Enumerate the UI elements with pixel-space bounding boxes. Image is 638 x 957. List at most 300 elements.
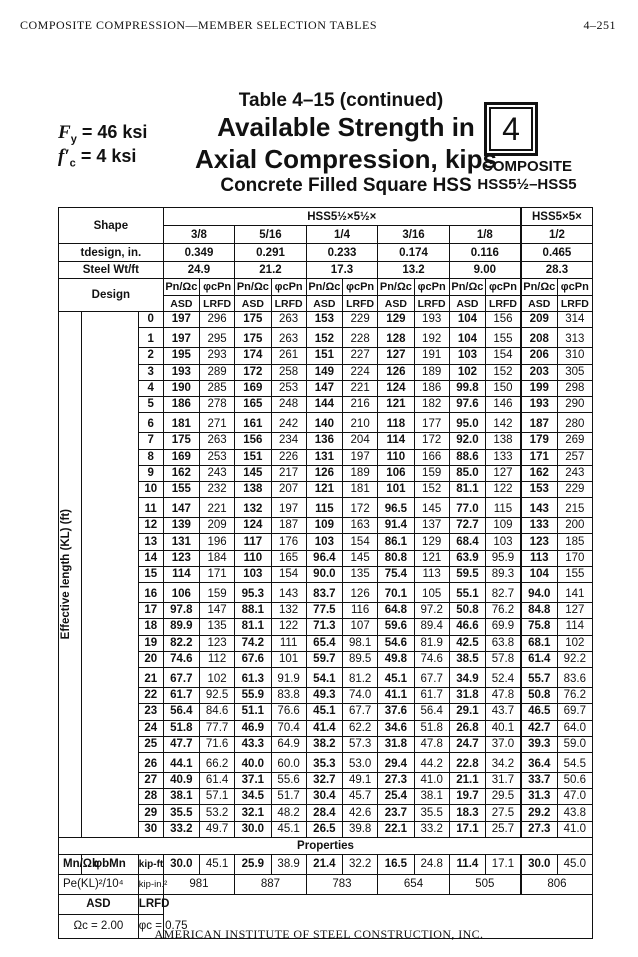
strength-value: 197 bbox=[343, 449, 378, 465]
strength-value: 110 bbox=[235, 550, 271, 566]
strength-value: 142 bbox=[486, 413, 521, 433]
strength-value: 44.1 bbox=[163, 752, 199, 772]
pn-omega-header: Pn/Ωc bbox=[521, 279, 557, 296]
strength-value: 278 bbox=[199, 396, 234, 412]
strength-value: 106 bbox=[378, 465, 414, 481]
strength-value: 191 bbox=[414, 348, 449, 364]
strength-value: 64.9 bbox=[271, 736, 306, 752]
strength-value: 204 bbox=[343, 433, 378, 449]
table-row bbox=[59, 364, 593, 380]
steel-weight-label: Steel Wt/ft bbox=[59, 262, 164, 279]
strength-value: 127 bbox=[557, 603, 592, 619]
table-row bbox=[59, 534, 593, 550]
strength-value: 64.0 bbox=[557, 720, 592, 736]
strength-value: 30.4 bbox=[306, 789, 342, 805]
strength-value: 65.4 bbox=[306, 635, 342, 651]
strength-value: 25.7 bbox=[486, 821, 521, 837]
strength-value: 192 bbox=[414, 328, 449, 348]
effective-length: 4 bbox=[138, 380, 163, 396]
table-row bbox=[59, 498, 593, 518]
strength-value: 99.8 bbox=[449, 380, 485, 396]
table-row bbox=[59, 736, 593, 752]
strength-value: 221 bbox=[199, 498, 234, 518]
strength-value: 147 bbox=[199, 603, 234, 619]
strength-value: 46.6 bbox=[449, 619, 485, 635]
strength-value: 70.4 bbox=[271, 720, 306, 736]
strength-value: 135 bbox=[199, 619, 234, 635]
steel-weight-value: 9.00 bbox=[449, 262, 521, 279]
moment-value: 17.1 bbox=[486, 854, 521, 874]
strength-value: 121 bbox=[378, 396, 414, 412]
strength-value: 31.3 bbox=[521, 789, 557, 805]
strength-value: 112 bbox=[199, 651, 234, 667]
strength-value: 21.1 bbox=[449, 773, 485, 789]
strength-value: 80.8 bbox=[378, 550, 414, 566]
strength-value: 61.4 bbox=[199, 773, 234, 789]
design-label: Design bbox=[59, 279, 164, 312]
strength-value: 242 bbox=[271, 413, 306, 433]
strength-value: 234 bbox=[271, 433, 306, 449]
effective-length: 25 bbox=[138, 736, 163, 752]
strength-value: 313 bbox=[557, 328, 592, 348]
strength-value: 19.7 bbox=[449, 789, 485, 805]
strength-value: 43.8 bbox=[557, 805, 592, 821]
page-number: 4–251 bbox=[583, 18, 616, 32]
chapter-tab-number: 4 bbox=[484, 102, 538, 156]
strength-value: 115 bbox=[486, 498, 521, 518]
strength-value: 107 bbox=[343, 619, 378, 635]
strength-value: 29.1 bbox=[449, 704, 485, 720]
table-row bbox=[59, 821, 593, 837]
fc-label: $f'_c = 4$ ksi bbox=[58, 146, 137, 170]
strength-value: 68.4 bbox=[449, 534, 485, 550]
strength-value: 193 bbox=[521, 396, 557, 412]
effective-length: 17 bbox=[138, 603, 163, 619]
strength-value: 59.7 bbox=[306, 651, 342, 667]
strength-value: 74.6 bbox=[414, 651, 449, 667]
thickness: 3/8 bbox=[163, 226, 235, 244]
strength-value: 81.1 bbox=[449, 481, 485, 497]
strength-value: 81.1 bbox=[235, 619, 271, 635]
lrfd-header: LRFD bbox=[557, 296, 592, 312]
strength-value: 109 bbox=[306, 518, 342, 534]
effective-length: 21 bbox=[138, 667, 163, 687]
omega-factor: Ωc = 2.00 bbox=[59, 914, 139, 938]
effective-length: 14 bbox=[138, 550, 163, 566]
lrfd-label: LRFD bbox=[138, 894, 163, 914]
lrfd-header: LRFD bbox=[414, 296, 449, 312]
strength-value: 103 bbox=[486, 534, 521, 550]
thickness: 1/4 bbox=[306, 226, 378, 244]
strength-value: 97.2 bbox=[414, 603, 449, 619]
strength-value: 45.1 bbox=[271, 821, 306, 837]
tdesign-value: 0.349 bbox=[163, 244, 235, 262]
strength-value: 38.5 bbox=[449, 651, 485, 667]
strength-value: 229 bbox=[557, 481, 592, 497]
phi-pn-header: φcPn bbox=[557, 279, 592, 296]
strength-value: 55.9 bbox=[235, 688, 271, 704]
strength-value: 45.1 bbox=[378, 667, 414, 687]
table-row bbox=[59, 566, 593, 582]
strength-value: 117 bbox=[235, 534, 271, 550]
phi-factor: φc = 0.75 bbox=[138, 914, 163, 938]
strength-value: 45.7 bbox=[343, 789, 378, 805]
strength-value: 17.1 bbox=[449, 821, 485, 837]
strength-value: 39.3 bbox=[521, 736, 557, 752]
strength-value: 24.7 bbox=[449, 736, 485, 752]
strength-value: 54.5 bbox=[557, 752, 592, 772]
strength-value: 55.1 bbox=[449, 583, 485, 603]
strength-value: 154 bbox=[271, 566, 306, 582]
strength-value: 92.5 bbox=[199, 688, 234, 704]
shape-label: Shape bbox=[59, 208, 164, 244]
table-row bbox=[59, 773, 593, 789]
strength-value: 84.8 bbox=[521, 603, 557, 619]
strength-value: 189 bbox=[343, 465, 378, 481]
strength-value: 75.4 bbox=[378, 566, 414, 582]
strength-value: 54.6 bbox=[378, 635, 414, 651]
axis-label-cell bbox=[59, 312, 82, 838]
strength-value: 104 bbox=[449, 328, 485, 348]
strength-value: 57.1 bbox=[199, 789, 234, 805]
strength-value: 186 bbox=[163, 396, 199, 412]
strength-value: 269 bbox=[557, 433, 592, 449]
strength-value: 122 bbox=[486, 481, 521, 497]
table-row bbox=[59, 481, 593, 497]
strength-value: 82.7 bbox=[486, 583, 521, 603]
strength-value: 169 bbox=[235, 380, 271, 396]
strength-value: 129 bbox=[414, 534, 449, 550]
strength-value: 98.1 bbox=[343, 635, 378, 651]
strength-value: 131 bbox=[163, 534, 199, 550]
strength-value: 123 bbox=[521, 534, 557, 550]
strength-value: 181 bbox=[163, 413, 199, 433]
strength-value: 75.8 bbox=[521, 619, 557, 635]
effective-length: 3 bbox=[138, 364, 163, 380]
table-row bbox=[59, 380, 593, 396]
strength-value: 61.4 bbox=[521, 651, 557, 667]
steel-weight-value: 13.2 bbox=[378, 262, 450, 279]
strength-value: 36.4 bbox=[521, 752, 557, 772]
table-row bbox=[59, 805, 593, 821]
lrfd-header: LRFD bbox=[199, 296, 234, 312]
strength-value: 42.7 bbox=[521, 720, 557, 736]
strength-value: 174 bbox=[235, 348, 271, 364]
strength-value: 74.0 bbox=[343, 688, 378, 704]
strength-value: 49.1 bbox=[343, 773, 378, 789]
strength-value: 51.7 bbox=[271, 789, 306, 805]
strength-value: 156 bbox=[486, 312, 521, 328]
strength-value: 42.5 bbox=[449, 635, 485, 651]
strength-value: 86.1 bbox=[378, 534, 414, 550]
strength-value: 172 bbox=[414, 433, 449, 449]
strength-value: 151 bbox=[235, 449, 271, 465]
strength-value: 41.0 bbox=[414, 773, 449, 789]
strength-value: 74.2 bbox=[235, 635, 271, 651]
chapter-tab-range: HSS5½–HSS5 bbox=[477, 176, 577, 193]
steel-weight-value: 24.9 bbox=[163, 262, 235, 279]
strength-value: 229 bbox=[343, 312, 378, 328]
strength-value: 89.9 bbox=[163, 619, 199, 635]
moment-value: 30.0 bbox=[521, 854, 557, 874]
strength-value: 83.7 bbox=[306, 583, 342, 603]
strength-value: 37.6 bbox=[378, 704, 414, 720]
strength-value: 77.5 bbox=[306, 603, 342, 619]
strength-value: 310 bbox=[557, 348, 592, 364]
strength-value: 126 bbox=[306, 465, 342, 481]
table-row bbox=[59, 413, 593, 433]
strength-value: 159 bbox=[199, 583, 234, 603]
strength-value: 136 bbox=[306, 433, 342, 449]
moment-value: 38.9 bbox=[271, 854, 306, 874]
strength-value: 31.8 bbox=[449, 688, 485, 704]
strength-value: 49.3 bbox=[306, 688, 342, 704]
strength-value: 57.3 bbox=[343, 736, 378, 752]
strength-value: 68.1 bbox=[521, 635, 557, 651]
strength-value: 159 bbox=[414, 465, 449, 481]
strength-value: 210 bbox=[343, 413, 378, 433]
table-row bbox=[59, 328, 593, 348]
strength-value: 29.4 bbox=[378, 752, 414, 772]
asd-header: ASD bbox=[449, 296, 485, 312]
running-header-title: COMPOSITE COMPRESSION—MEMBER SELECTION TABLES bbox=[20, 18, 378, 32]
strength-value: 216 bbox=[343, 396, 378, 412]
strength-value: 55.7 bbox=[521, 667, 557, 687]
strength-value: 56.4 bbox=[163, 704, 199, 720]
strength-value: 61.7 bbox=[163, 688, 199, 704]
strength-value: 72.7 bbox=[449, 518, 485, 534]
strength-value: 52.4 bbox=[486, 667, 521, 687]
strength-value: 38.2 bbox=[306, 736, 342, 752]
effective-length: 12 bbox=[138, 518, 163, 534]
strength-value: 60.0 bbox=[271, 752, 306, 772]
strength-value: 154 bbox=[343, 534, 378, 550]
effective-length: 29 bbox=[138, 805, 163, 821]
strength-value: 70.1 bbox=[378, 583, 414, 603]
pe-value: 981 bbox=[163, 874, 235, 894]
strength-value: 43.3 bbox=[235, 736, 271, 752]
moment-value: 16.5 bbox=[378, 854, 414, 874]
strength-value: 102 bbox=[199, 667, 234, 687]
strength-value: 23.7 bbox=[378, 805, 414, 821]
strength-value: 114 bbox=[378, 433, 414, 449]
strength-value: 46.5 bbox=[521, 704, 557, 720]
steel-weight-value: 28.3 bbox=[521, 262, 593, 279]
strength-value: 92.2 bbox=[557, 651, 592, 667]
strength-value: 172 bbox=[235, 364, 271, 380]
strength-value: 172 bbox=[343, 498, 378, 518]
strength-value: 196 bbox=[199, 534, 234, 550]
thickness: 5/16 bbox=[235, 226, 307, 244]
strength-value: 38.1 bbox=[163, 789, 199, 805]
strength-value: 115 bbox=[306, 498, 342, 518]
strength-value: 40.0 bbox=[235, 752, 271, 772]
strength-value: 48.2 bbox=[271, 805, 306, 821]
strength-value: 57.8 bbox=[486, 651, 521, 667]
strength-value: 83.6 bbox=[557, 667, 592, 687]
phi-pn-header: φcPn bbox=[271, 279, 306, 296]
pe-value: 887 bbox=[235, 874, 307, 894]
lrfd-header: LRFD bbox=[486, 296, 521, 312]
strength-value: 248 bbox=[271, 396, 306, 412]
table-row bbox=[59, 704, 593, 720]
strength-value: 45.1 bbox=[306, 704, 342, 720]
strength-value: 289 bbox=[199, 364, 234, 380]
strength-value: 197 bbox=[163, 328, 199, 348]
strength-value: 104 bbox=[521, 566, 557, 582]
tdesign-value: 0.291 bbox=[235, 244, 307, 262]
strength-value: 175 bbox=[235, 328, 271, 348]
strength-value: 116 bbox=[343, 603, 378, 619]
strength-value: 104 bbox=[449, 312, 485, 328]
strength-value: 227 bbox=[343, 348, 378, 364]
strength-value: 152 bbox=[306, 328, 342, 348]
strength-value: 209 bbox=[199, 518, 234, 534]
strength-value: 293 bbox=[199, 348, 234, 364]
strength-value: 32.1 bbox=[235, 805, 271, 821]
effective-length: 23 bbox=[138, 704, 163, 720]
strength-value: 91.4 bbox=[378, 518, 414, 534]
strength-value: 155 bbox=[486, 328, 521, 348]
strength-value: 77.7 bbox=[199, 720, 234, 736]
strength-value: 295 bbox=[199, 328, 234, 348]
strength-value: 92.0 bbox=[449, 433, 485, 449]
strength-value: 74.6 bbox=[163, 651, 199, 667]
strength-value: 101 bbox=[271, 651, 306, 667]
asd-header: ASD bbox=[521, 296, 557, 312]
strength-value: 106 bbox=[163, 583, 199, 603]
strength-value: 129 bbox=[378, 312, 414, 328]
strength-value: 59.6 bbox=[378, 619, 414, 635]
tdesign-label: tdesign, in. bbox=[59, 244, 164, 262]
strength-value: 26.5 bbox=[306, 821, 342, 837]
moment-value: 32.2 bbox=[343, 854, 378, 874]
strength-value: 41.1 bbox=[378, 688, 414, 704]
strength-table bbox=[58, 207, 593, 939]
blank-cell bbox=[81, 312, 138, 838]
strength-value: 156 bbox=[235, 433, 271, 449]
moment-unit: kip-ft bbox=[138, 854, 163, 874]
strength-value: 37.1 bbox=[235, 773, 271, 789]
strength-value: 253 bbox=[199, 449, 234, 465]
strength-value: 96.4 bbox=[306, 550, 342, 566]
strength-value: 206 bbox=[521, 348, 557, 364]
strength-value: 89.3 bbox=[486, 566, 521, 582]
strength-value: 51.1 bbox=[235, 704, 271, 720]
pn-omega-header: Pn/Ωc bbox=[306, 279, 342, 296]
strength-value: 147 bbox=[306, 380, 342, 396]
pe-label: Pe(KL)²/10⁴ bbox=[59, 874, 139, 894]
strength-value: 132 bbox=[235, 498, 271, 518]
pn-omega-header: Pn/Ωc bbox=[163, 279, 199, 296]
strength-value: 103 bbox=[306, 534, 342, 550]
effective-length: 11 bbox=[138, 498, 163, 518]
strength-value: 126 bbox=[378, 364, 414, 380]
strength-value: 217 bbox=[271, 465, 306, 481]
strength-value: 42.6 bbox=[343, 805, 378, 821]
strength-value: 40.9 bbox=[163, 773, 199, 789]
thickness: 1/8 bbox=[449, 226, 521, 244]
subtitle: Concrete Filled Square HSS bbox=[220, 175, 472, 196]
strength-value: 105 bbox=[414, 583, 449, 603]
strength-value: 41.4 bbox=[306, 720, 342, 736]
strength-value: 296 bbox=[199, 312, 234, 328]
table-row bbox=[59, 635, 593, 651]
strength-value: 34.6 bbox=[378, 720, 414, 736]
strength-value: 47.7 bbox=[163, 736, 199, 752]
shape-designation-1: HSS5½×5½× bbox=[163, 208, 521, 226]
strength-value: 153 bbox=[521, 481, 557, 497]
strength-value: 170 bbox=[557, 550, 592, 566]
strength-value: 22.8 bbox=[449, 752, 485, 772]
strength-value: 184 bbox=[199, 550, 234, 566]
strength-value: 185 bbox=[557, 534, 592, 550]
effective-length: 27 bbox=[138, 773, 163, 789]
thickness: 3/16 bbox=[378, 226, 450, 244]
pe-unit: kip-in.² bbox=[138, 874, 163, 894]
effective-length: 24 bbox=[138, 720, 163, 736]
strength-value: 41.0 bbox=[557, 821, 592, 837]
strength-value: 257 bbox=[557, 449, 592, 465]
strength-value: 32.7 bbox=[306, 773, 342, 789]
strength-value: 50.8 bbox=[449, 603, 485, 619]
strength-value: 305 bbox=[557, 364, 592, 380]
strength-value: 186 bbox=[414, 380, 449, 396]
strength-value: 195 bbox=[163, 348, 199, 364]
strength-value: 124 bbox=[235, 518, 271, 534]
strength-value: 64.8 bbox=[378, 603, 414, 619]
table-row bbox=[59, 789, 593, 805]
strength-value: 77.0 bbox=[449, 498, 485, 518]
lrfd-header: LRFD bbox=[343, 296, 378, 312]
effective-length: 13 bbox=[138, 534, 163, 550]
strength-value: 69.7 bbox=[557, 704, 592, 720]
strength-value: 138 bbox=[486, 433, 521, 449]
effective-length: 10 bbox=[138, 481, 163, 497]
strength-value: 50.8 bbox=[521, 688, 557, 704]
strength-value: 133 bbox=[521, 518, 557, 534]
strength-value: 150 bbox=[486, 380, 521, 396]
pe-value: 806 bbox=[521, 874, 593, 894]
page-footer: AMERICAN INSTITUTE OF STEEL CONSTRUCTION, INC. bbox=[154, 927, 484, 941]
strength-value: 82.2 bbox=[163, 635, 199, 651]
table-row bbox=[59, 603, 593, 619]
strength-value: 261 bbox=[271, 348, 306, 364]
strength-value: 95.3 bbox=[235, 583, 271, 603]
strength-value: 81.9 bbox=[414, 635, 449, 651]
strength-value: 97.6 bbox=[449, 396, 485, 412]
strength-value: 89.4 bbox=[414, 619, 449, 635]
strength-value: 76.2 bbox=[557, 688, 592, 704]
table-row bbox=[59, 312, 593, 328]
strength-value: 109 bbox=[486, 518, 521, 534]
strength-value: 53.0 bbox=[343, 752, 378, 772]
moment-value: 45.0 bbox=[557, 854, 592, 874]
chapter-tab-label: COMPOSITE bbox=[481, 158, 572, 175]
table-row bbox=[59, 550, 593, 566]
strength-value: 88.6 bbox=[449, 449, 485, 465]
strength-value: 67.6 bbox=[235, 651, 271, 667]
strength-value: 155 bbox=[557, 566, 592, 582]
effective-length: 6 bbox=[138, 413, 163, 433]
strength-value: 151 bbox=[306, 348, 342, 364]
thickness: 1/2 bbox=[521, 226, 593, 244]
strength-value: 34.9 bbox=[449, 667, 485, 687]
strength-value: 97.8 bbox=[163, 603, 199, 619]
strength-value: 121 bbox=[414, 550, 449, 566]
strength-value: 203 bbox=[521, 364, 557, 380]
table-row bbox=[59, 465, 593, 481]
